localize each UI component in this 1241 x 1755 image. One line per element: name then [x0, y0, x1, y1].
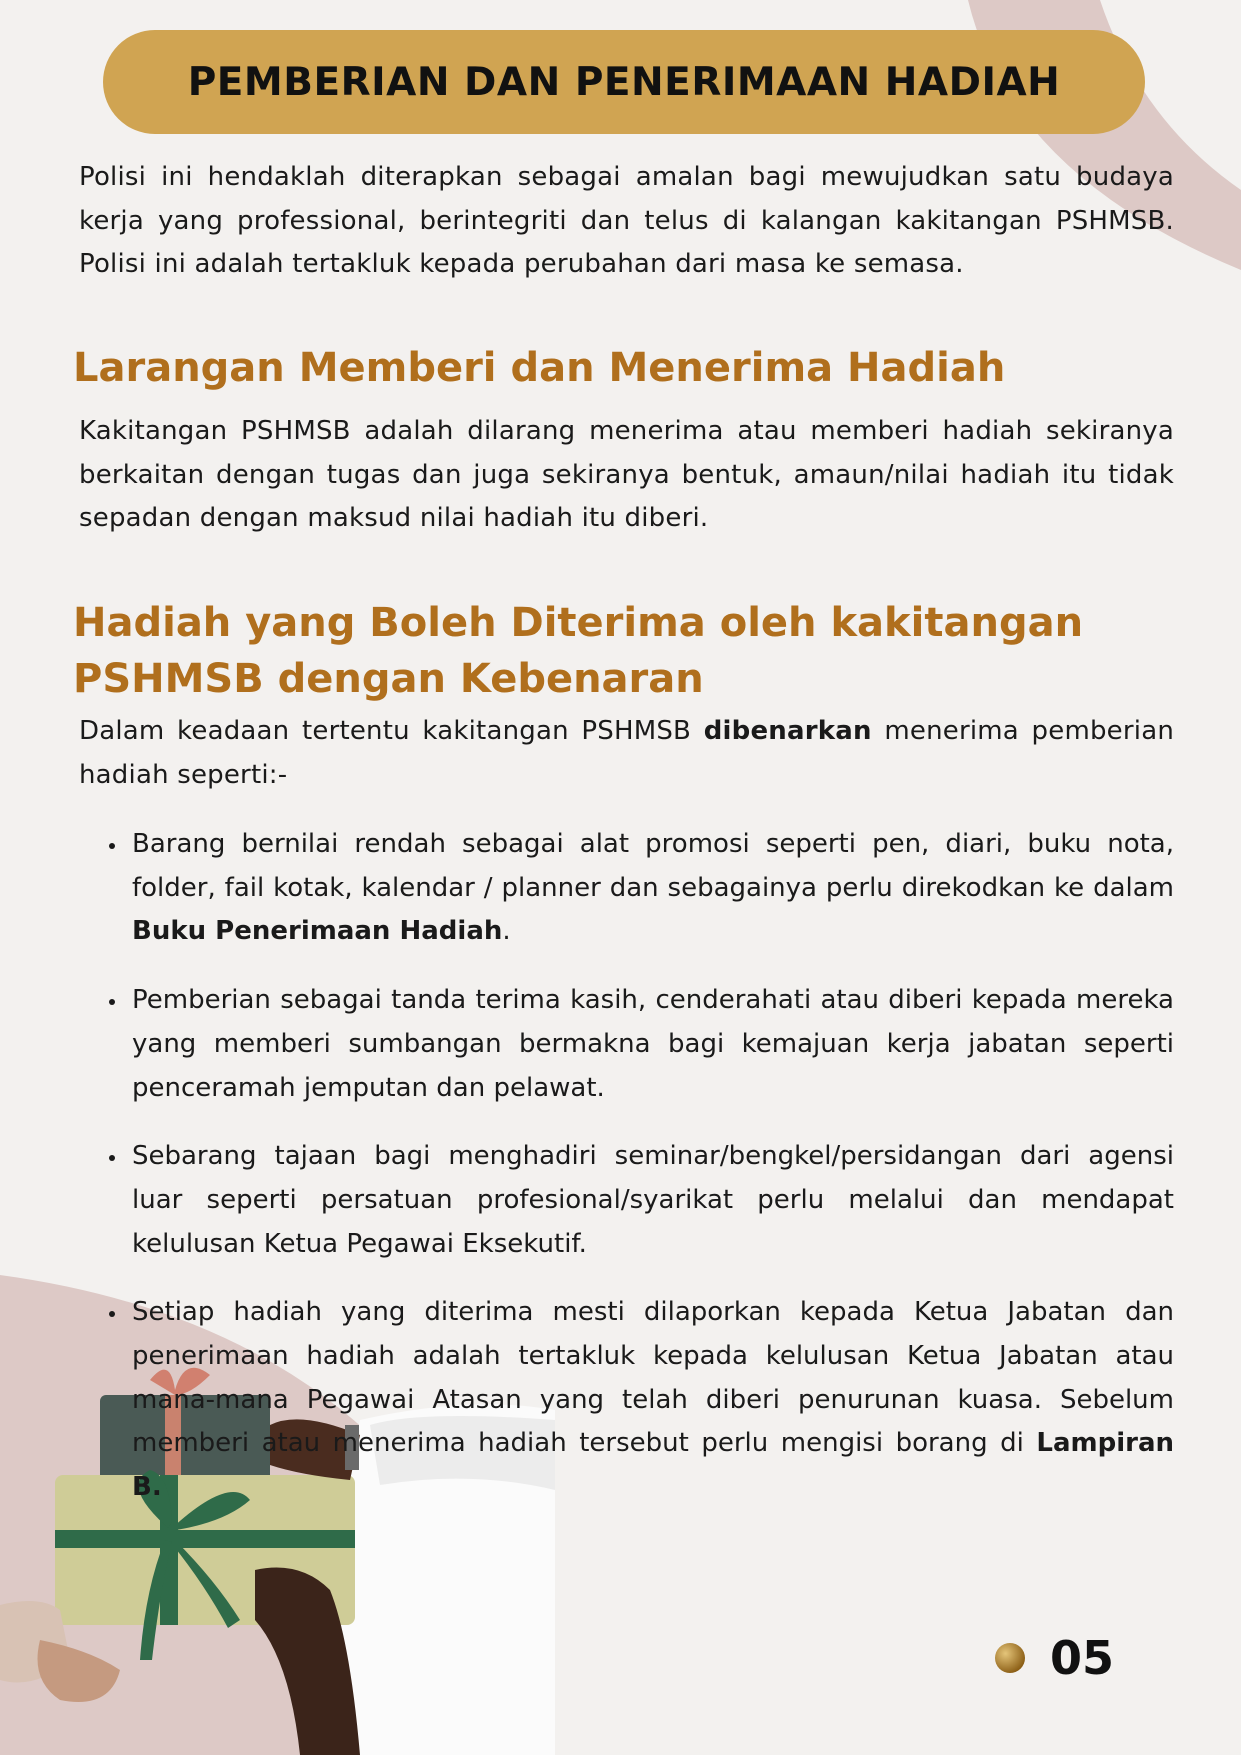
section-heading-prohibition: Larangan Memberi dan Menerima Hadiah [73, 345, 1006, 391]
bullet-icon [109, 1155, 115, 1161]
list-item-text: Sebarang tajaan bagi menghadiri seminar/bengkel/persidangan dari agensi luar seperti persatuan profesional/syarikat perlu melalui dan mendapat kelulusan Ketua Pegawai Eksekutif. [132, 1141, 1174, 1259]
bullet-icon [109, 843, 115, 849]
permitted-intro-paragraph [79, 710, 1174, 797]
heading-line-2: PSHMSB dengan Kebenaran [73, 656, 704, 702]
bullet-icon [109, 1311, 115, 1317]
page-number-dot-icon [995, 1643, 1025, 1673]
page-number: 05 [1050, 1631, 1115, 1685]
bullet-icon [109, 999, 115, 1005]
list-item-bold: Lampiran B. [132, 1428, 1174, 1503]
intro-text-post: menerima pemberian hadiah seperti:- [79, 716, 1175, 790]
list-item [79, 1135, 1174, 1266]
prohibition-paragraph: Kakitangan PSHMSB adalah dilarang menerima atau memberi hadiah sekiranya berkaitan dengan tugas dan juga sekiranya bentuk, amaun/nilai hadiah itu tidak sepadan dengan maksud nilai hadiah itu diberi. [79, 416, 1174, 533]
intro-paragraph: Polisi ini hendaklah diterapkan sebagai amalan bagi mewujudkan satu budaya kerja yang professional, berintegriti dan telus di kalangan kakitangan PSHMSB. Polisi ini adalah tertakluk kepada perubahan dari masa ke semasa. [79, 162, 1174, 279]
list-item [79, 1291, 1174, 1510]
list-item [79, 979, 1174, 1110]
list-item-text: Pemberian sebagai tanda terima kasih, cenderahati atau diberi kepada mereka yang memberi sumbangan bermakna bagi kemajuan kerja jabatan seperti penceramah jemputan dan pelawat. [132, 985, 1174, 1103]
heading-line-1: Hadiah yang Boleh Diterima oleh kakitangan [73, 600, 1084, 646]
title-banner [103, 30, 1145, 134]
list-item-text: Setiap hadiah yang diterima mesti dilaporkan kepada Ketua Jabatan dan penerimaan hadiah adalah tertakluk kepada kelulusan Ketua Jabatan atau mana-mana Pegawai Atasan yang telah diberi penurunan kuasa. Sebelum memberi atau menerima hadiah tersebut perlu mengisi borang di [132, 1297, 1174, 1459]
list-item-bold: Buku Penerimaan Hadiah [132, 916, 503, 947]
list-item-text-end: . [502, 916, 511, 947]
page-title: PEMBERIAN DAN PENERIMAAN HADIAH [187, 59, 1061, 105]
intro-text-pre: Dalam keadaan tertentu kakitangan PSHMSB [79, 716, 704, 746]
permitted-gifts-list [79, 823, 1174, 1535]
list-item-text: Barang bernilai rendah sebagai alat promosi seperti pen, diari, buku nota, folder, fail kotak, kalendar / planner dan sebagainya perlu direkodkan ke dalam [132, 829, 1174, 903]
section-heading-permitted-gifts [73, 595, 1083, 707]
intro-text-bold: dibenarkan [703, 716, 872, 746]
list-item [79, 823, 1174, 954]
